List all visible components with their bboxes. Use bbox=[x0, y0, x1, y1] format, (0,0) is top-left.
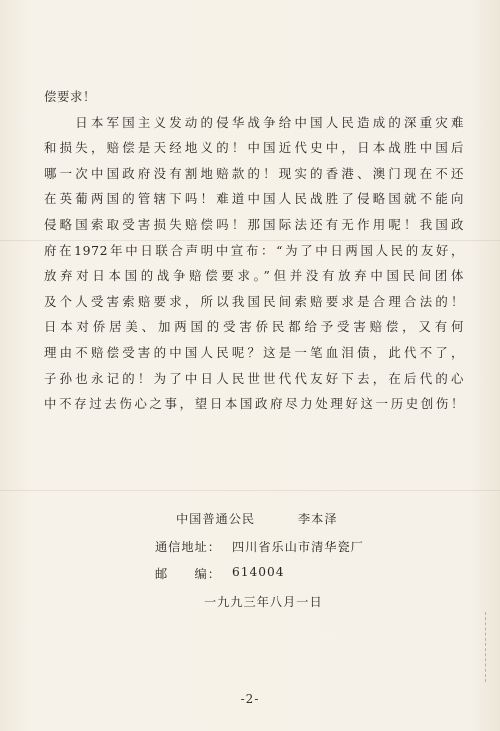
letter-date: 一九九三年八月一日 bbox=[204, 595, 323, 609]
address-label: 通信地址： bbox=[155, 540, 221, 554]
text-line: 及个人受害索赔要求，所以我国民间索赔要求是合理合法的！ bbox=[44, 293, 464, 309]
page-number: -2- bbox=[240, 692, 260, 706]
postcode-label: 邮 编： bbox=[155, 567, 221, 581]
text-line: 日本军国主义发动的侵华战争给中国人民造成的深重灾难 bbox=[44, 114, 464, 130]
margin-mark bbox=[484, 612, 486, 682]
text-line: 府在1972年中日联合声明中宣布：“为了中日两国人民的友好， bbox=[44, 242, 464, 258]
text-line: 中不存过去伤心之事，望日本国政府尽力处理好这一历史创伤！ bbox=[44, 396, 464, 412]
postcode-value: 614004 bbox=[232, 565, 285, 579]
text-line: 理由不赔偿受害的中国人民呢？这是一笔血泪债，此代不了， bbox=[44, 344, 464, 360]
signature-name: 李本泽 bbox=[298, 512, 338, 526]
text-line: 放弃对日本国的战争赔偿要求。”但并没有放弃中国民间团体 bbox=[44, 268, 464, 284]
text-line: 哪一次中国政府没有割地赔款的！现实的香港、澳门现在不还 bbox=[44, 165, 464, 181]
text-line: 日本对侨居美、加两国的受害侨民都给予受害赔偿，又有何 bbox=[44, 319, 464, 335]
signature-title: 中国普通公民 bbox=[176, 512, 256, 526]
address-value: 四川省乐山市清华瓷厂 bbox=[232, 540, 364, 554]
letter-body bbox=[44, 84, 464, 417]
text-line: 在英葡两国的管辖下吗！难道中国人民战胜了侵略国就不能向 bbox=[44, 191, 464, 207]
text-line: 和损失，赔偿是天经地义的！中国近代史中，日本战胜中国后 bbox=[44, 140, 464, 156]
text-line: 子孙也永记的！为了中日人民世世代代友好下去，在后代的心 bbox=[44, 370, 464, 386]
text-line: 偿要求！ bbox=[44, 89, 96, 104]
paper-fold-line bbox=[0, 490, 500, 491]
text-line: 侵略国索取受害损失赔偿吗！那国际法还有无作用呢！我国政 bbox=[44, 216, 464, 232]
